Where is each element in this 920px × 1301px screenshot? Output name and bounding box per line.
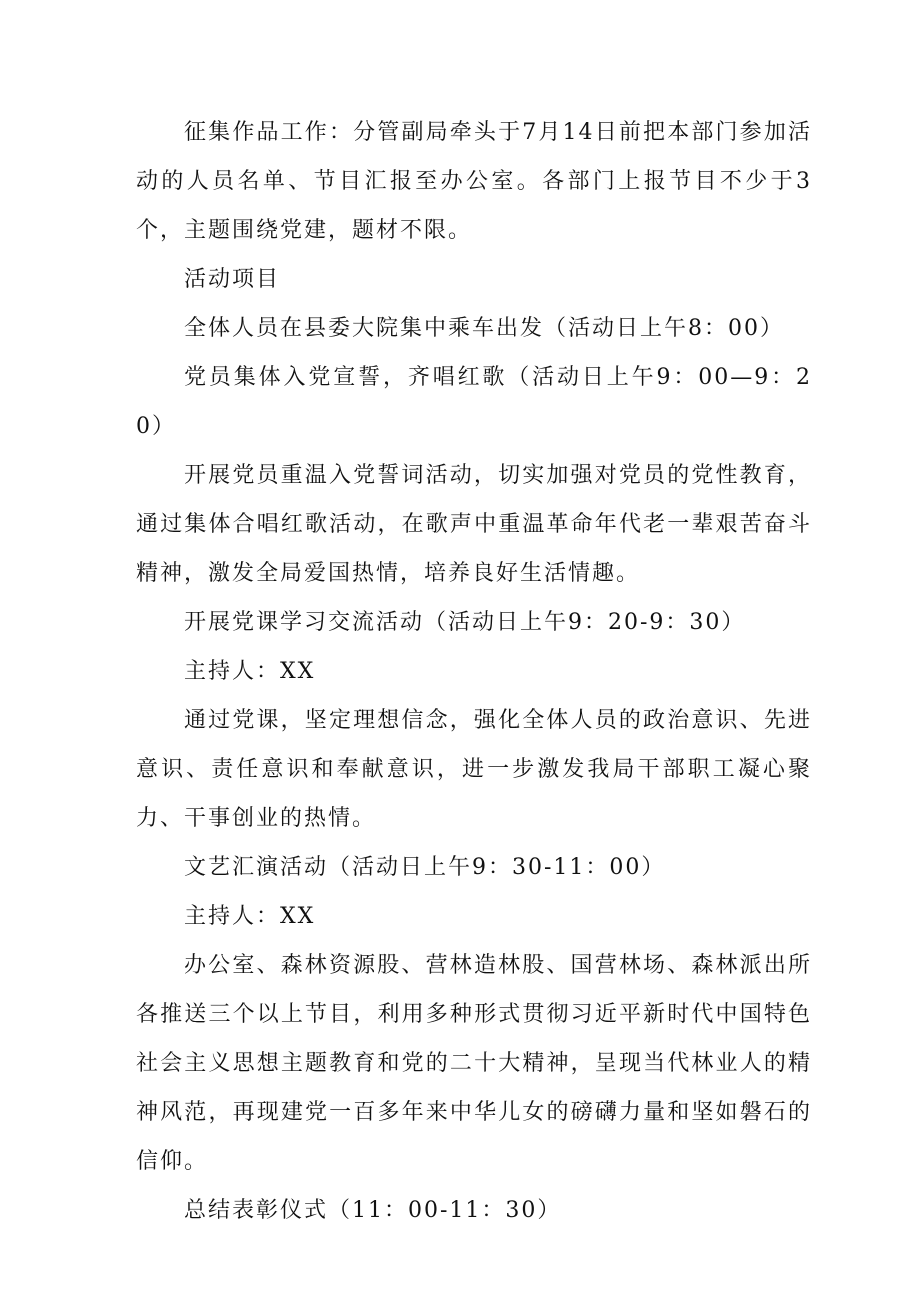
paragraph-summary-ceremony: 总结表彰仪式（11：00-11：30） bbox=[184, 1198, 562, 1223]
paragraph-performance: 文艺汇演活动（活动日上午9：30-11：00） bbox=[184, 855, 666, 880]
paragraph-host-1: 主持人：XX bbox=[184, 659, 316, 684]
paragraph-oath-description: 开展党员重温入党誓词活动，切实加强对党员的党性教育，通过集体合唱红歌活动，在歌声中重温革命年代老一辈艰苦奋斗精神，激发全局爱国热情，培养良好生活情趣。 bbox=[136, 463, 812, 586]
paragraph-performance-description: 办公室、森林资源股、营林造林股、国营林场、森林派出所各推送三个以上节目，利用多种形式贯彻习近平新时代中国特色社会主义思想主题教育和党的二十大精神，呈现当代林业人的精神风范，再现建党一百多年来中华儿女的磅礴力量和坚如磐石的信仰。 bbox=[136, 953, 812, 1174]
paragraph-collect-works: 征集作品工作：分管副局牵头于7月14日前把本部门参加活动的人员名单、节目汇报至办公室。各部门上报节目不少于3个，主题围绕党建，题材不限。 bbox=[136, 120, 812, 243]
paragraph-host-2: 主持人：XX bbox=[184, 904, 316, 929]
document-body bbox=[136, 108, 812, 1235]
heading-activity-items: 活动项目 bbox=[184, 267, 281, 292]
paragraph-departure: 全体人员在县委大院集中乘车出发（活动日上午8：00） bbox=[184, 316, 784, 341]
paragraph-party-lesson: 开展党课学习交流活动（活动日上午9：20-9：30） bbox=[184, 610, 746, 635]
paragraph-oath-songs: 党员集体入党宣誓，齐唱红歌（活动日上午9：00—9：20） bbox=[136, 365, 812, 439]
paragraph-lesson-description: 通过党课，坚定理想信念，强化全体人员的政治意识、先进意识、责任意识和奉献意识，进一步激发我局干部职工凝心聚力、干事创业的热情。 bbox=[136, 708, 812, 831]
